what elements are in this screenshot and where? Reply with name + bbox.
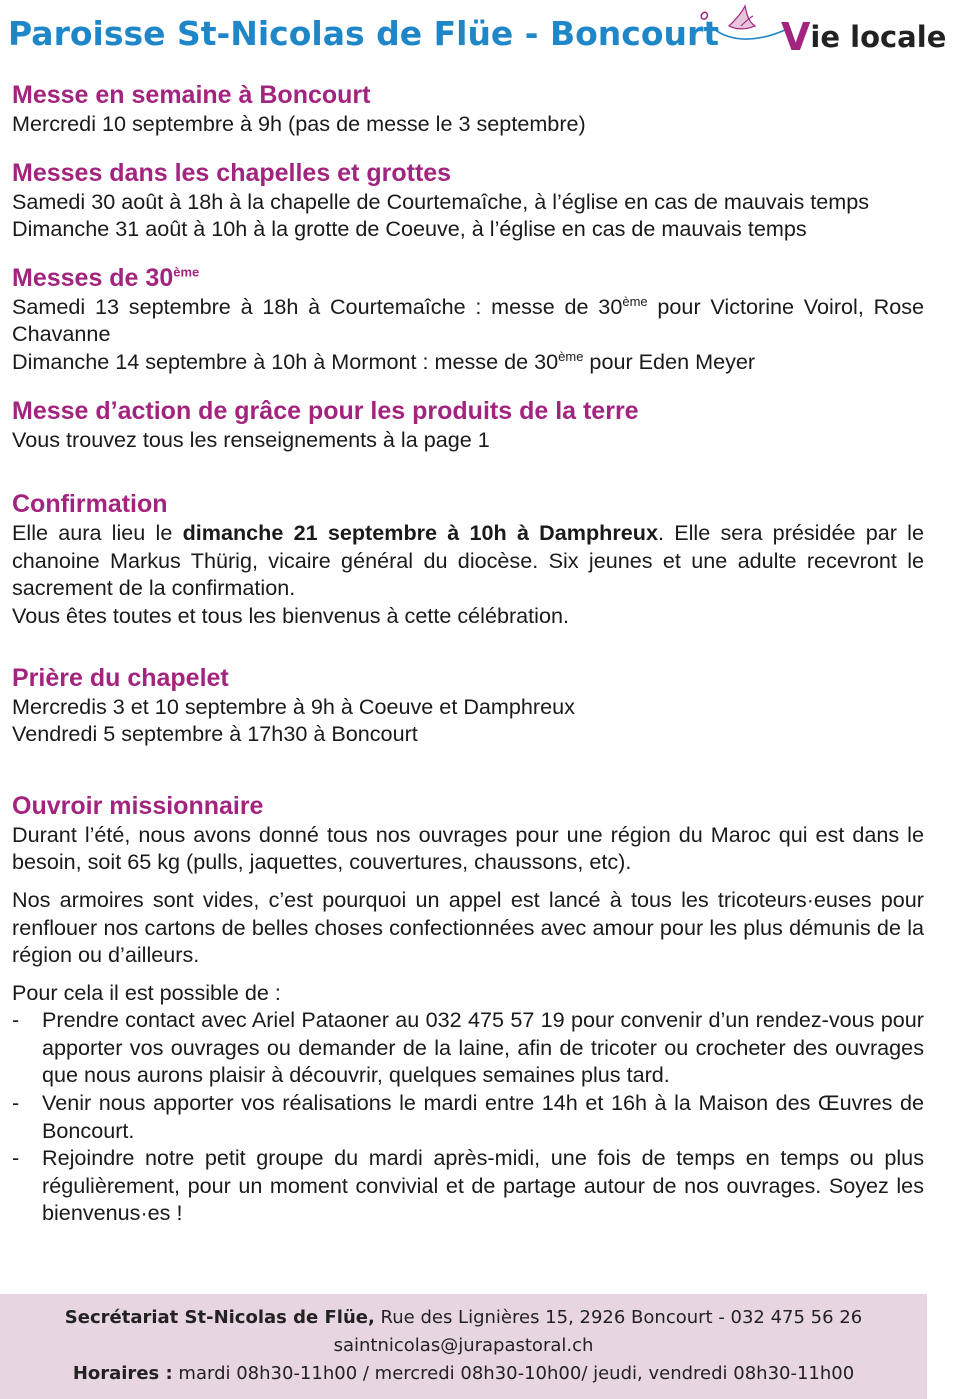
section-chapelet (12, 663, 924, 748)
footer (0, 1294, 927, 1399)
section-title: Messes de 30ème (12, 263, 200, 292)
dove-icon (693, 2, 793, 58)
section-grace (12, 396, 924, 454)
section-confirmation (12, 489, 924, 629)
section-title: Messe d’action de grâce pour les produits de la terre (12, 396, 639, 425)
section-ouvroir (12, 791, 924, 1227)
list-item: - Venir nous apporter vos réalisations le mardi entre 14h et 16h à la Maison des Œuvres de Boncourt. (12, 1089, 924, 1144)
main-content (12, 80, 924, 1227)
section-line: Dimanche 31 août à 10h à la grotte de Coeuve, à l’église en cas de mauvais temps (12, 216, 807, 242)
logo-initial: V (781, 15, 811, 59)
footer-address-line: Secrétariat St-Nicolas de Flüe, Rue des Lignières 15, 2926 Boncourt - 032 475 56 26 (64, 1307, 863, 1328)
section-line: Samedi 30 août à 18h à la chapelle de Courtemaîche, à l’église en cas de mauvais temps (12, 188, 870, 214)
section-line: Vendredi 5 septembre à 17h30 à Boncourt (12, 721, 418, 747)
logo-rest: ie locale (810, 20, 947, 54)
section-paragraph: Elle aura lieu le dimanche 21 septembre à 10h à Damphreux. Elle sera présidée par le chanoine Markus Thürig, vicaire général du diocèse. Six jeunes et une adulte recevront le sacrement de la confirmation. (12, 520, 924, 601)
footer-hours-line: Horaires : mardi 08h30-11h00 / mercredi 08h30-10h00/ jeudi, vendredi 08h30-11h00 (72, 1363, 855, 1384)
logo-wordmark (781, 12, 947, 59)
section-semaine (12, 80, 924, 138)
list-item: - Rejoindre notre petit groupe du mardi après-midi, une fois de temps en temps ou plus régulièrement, pour un moment convivial et de partage autour de nos ouvrages. Soyez les bienvenus·es ! (12, 1144, 924, 1227)
section-line: Vous trouvez tous les renseignements à la page 1 (12, 426, 490, 452)
section-line: Mercredi 10 septembre à 9h (pas de messe le 3 septembre) (12, 111, 586, 136)
ouvroir-list (12, 1006, 924, 1227)
section-line: Mercredis 3 et 10 septembre à 9h à Coeuve et Damphreux (12, 693, 575, 719)
section-title: Ouvroir missionnaire (12, 791, 264, 820)
section-title: Messes dans les chapelles et grottes (12, 158, 452, 187)
section-title: Confirmation (12, 490, 168, 519)
page-title: Paroisse St-Nicolas de Flüe - Boncourt (8, 14, 720, 53)
section-paragraph: Nos armoires sont vides, c’est pourquoi un appel est lancé à tous les tricoteurs·euses pour renflouer nos cartons de belles choses confectionnées avec amour pour les plus démunis de la région ou d’ailleurs. (12, 886, 924, 968)
section-title: Messe en semaine à Boncourt (12, 81, 371, 109)
section-chapelles (12, 158, 924, 243)
list-item: - Prendre contact avec Ariel Pataoner au 032 475 57 19 pour convenir d’un rendez-vous pour apporter vos ouvrages ou demander de la laine, afin de tricoter ou crocheter des ouvrages que nous aurons plaisir à découvrir, quelques semaines plus tard. (12, 1006, 924, 1089)
section-line: Dimanche 14 septembre à 10h à Mormont : messe de 30ème pour Eden Meyer (12, 348, 756, 374)
section-paragraph: Vous êtes toutes et tous les bienvenus à cette célébration. (12, 602, 569, 628)
section-paragraph: Pour cela il est possible de : (12, 979, 281, 1005)
section-paragraph: Durant l’été, nous avons donné tous nos ouvrages pour une région du Maroc qui est dans le besoin, soit 65 kg (pulls, jaquettes, couvertures, chaussons, etc). (12, 821, 924, 875)
section-title: Prière du chapelet (12, 663, 229, 692)
section-trentieme (12, 263, 924, 376)
section-line: Samedi 13 septembre à 18h à Courtemaîche : messe de 30ème pour Victorine Voirol, Rose Chavanne (12, 293, 925, 347)
footer-email[interactable]: saintnicolas@jurapastoral.ch (333, 1335, 594, 1356)
vie-locale-logo (693, 2, 947, 59)
